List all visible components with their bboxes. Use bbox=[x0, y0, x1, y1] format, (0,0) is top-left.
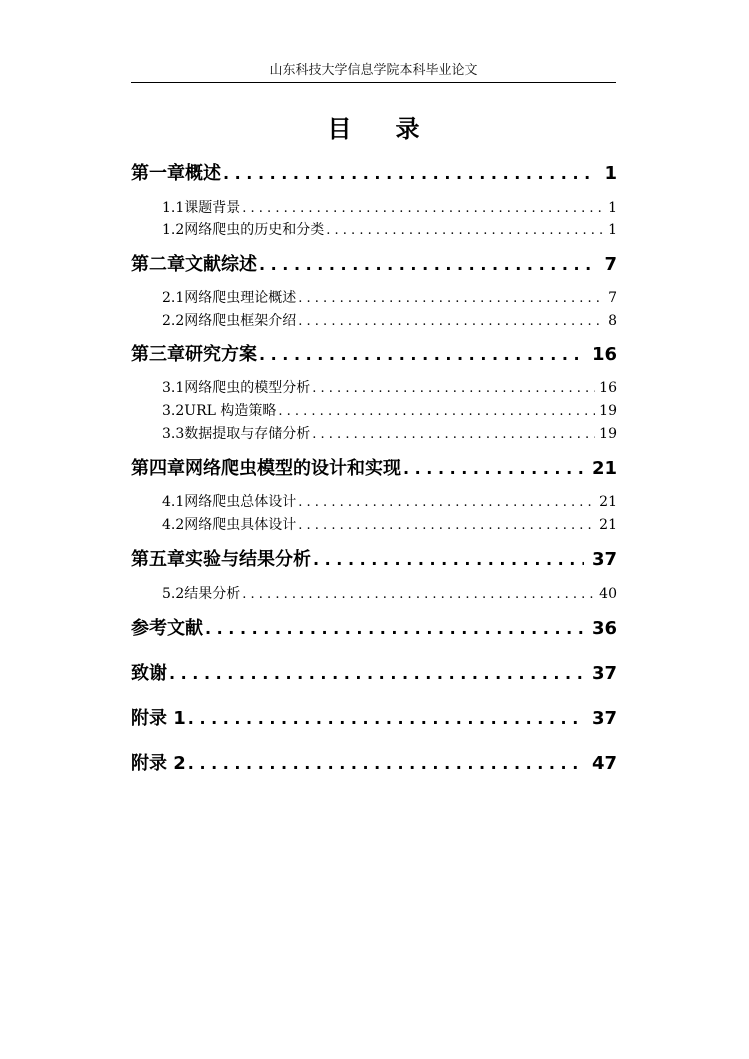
dot-leader bbox=[186, 707, 584, 731]
toc-section-4-1[interactable] bbox=[162, 492, 617, 513]
dot-leader bbox=[310, 379, 595, 399]
section-number: 3.2 bbox=[162, 403, 185, 419]
running-header: 山东科技大学信息学院本科毕业论文 bbox=[269, 63, 478, 78]
toc-title-part2: 录 bbox=[395, 115, 420, 143]
dot-leader bbox=[401, 457, 584, 481]
dot-leader bbox=[276, 402, 595, 422]
chapter-number: 第四章 bbox=[131, 458, 185, 479]
toc-chapter-4[interactable] bbox=[131, 457, 617, 481]
page-number: 36 bbox=[591, 618, 617, 639]
chapter-number: 第三章 bbox=[131, 344, 185, 365]
section-title: 数据提取与存储分析 bbox=[184, 426, 311, 442]
page-number: 1 bbox=[608, 200, 617, 216]
section-number: 2.2 bbox=[162, 313, 185, 329]
chapter-number: 第二章 bbox=[131, 254, 185, 275]
dot-leader bbox=[240, 585, 595, 605]
page-number: 37 bbox=[591, 663, 617, 684]
page-number: 19 bbox=[599, 403, 617, 419]
toc-title-part1: 目 bbox=[327, 115, 352, 143]
dot-leader bbox=[324, 221, 604, 241]
toc-appendix-2[interactable] bbox=[131, 752, 617, 776]
toc-chapter-1[interactable] bbox=[131, 162, 617, 186]
page-number: 8 bbox=[608, 313, 617, 329]
page-number: 16 bbox=[599, 380, 617, 396]
chapter-title: 网络爬虫模型的设计和实现 bbox=[185, 458, 401, 479]
toc-chapter-5[interactable] bbox=[131, 548, 617, 572]
entry-title: 致谢 bbox=[131, 663, 167, 684]
page-number: 7 bbox=[604, 254, 617, 275]
page-number: 16 bbox=[591, 344, 617, 365]
section-number: 3.1 bbox=[162, 380, 185, 396]
dot-leader bbox=[167, 662, 584, 686]
section-number: 1.2 bbox=[162, 222, 185, 238]
section-title: 网络爬虫总体设计 bbox=[184, 494, 297, 510]
section-number: 1.1 bbox=[162, 200, 185, 216]
toc-acknowledgements[interactable] bbox=[131, 662, 617, 686]
chapter-title: 文献综述 bbox=[185, 254, 257, 275]
page-number: 21 bbox=[599, 517, 617, 533]
section-number: 4.2 bbox=[162, 517, 185, 533]
page-number: 47 bbox=[591, 753, 617, 774]
section-title: 网络爬虫的模型分析 bbox=[184, 380, 311, 396]
page-number: 37 bbox=[591, 708, 617, 729]
page-number: 21 bbox=[591, 458, 617, 479]
dot-leader bbox=[203, 617, 584, 641]
page-number: 40 bbox=[599, 586, 617, 602]
dot-leader bbox=[296, 312, 604, 332]
toc-section-3-2[interactable] bbox=[162, 401, 617, 422]
chapter-number: 第五章 bbox=[131, 549, 185, 570]
chapter-title: 研究方案 bbox=[185, 344, 257, 365]
header-rule bbox=[131, 82, 616, 83]
section-number: 2.1 bbox=[162, 290, 185, 306]
dot-leader bbox=[257, 253, 596, 277]
section-number: 3.3 bbox=[162, 426, 185, 442]
entry-title: 附录 1 bbox=[131, 708, 186, 729]
toc-section-1-2[interactable] bbox=[162, 220, 617, 241]
toc-section-2-1[interactable] bbox=[162, 288, 617, 309]
chapter-number: 第一章 bbox=[131, 163, 185, 184]
section-title: URL 构造策略 bbox=[184, 403, 277, 419]
page-number: 19 bbox=[599, 426, 617, 442]
toc-section-1-1[interactable] bbox=[162, 198, 617, 219]
page-number: 1 bbox=[608, 222, 617, 238]
entry-title: 参考文献 bbox=[131, 618, 203, 639]
section-title: 网络爬虫具体设计 bbox=[184, 517, 297, 533]
dot-leader bbox=[296, 493, 595, 513]
page-number: 1 bbox=[604, 163, 617, 184]
toc-section-3-3[interactable] bbox=[162, 424, 617, 445]
dot-leader bbox=[221, 162, 596, 186]
toc-title bbox=[131, 114, 616, 144]
section-title: 网络爬虫框架介绍 bbox=[184, 313, 297, 329]
section-title: 网络爬虫的历史和分类 bbox=[184, 222, 325, 238]
toc-section-2-2[interactable] bbox=[162, 311, 617, 332]
toc-chapter-2[interactable] bbox=[131, 253, 617, 277]
toc-chapter-3[interactable] bbox=[131, 343, 617, 367]
dot-leader bbox=[311, 548, 584, 572]
dot-leader bbox=[296, 516, 595, 536]
page-number: 37 bbox=[591, 549, 617, 570]
toc-references[interactable] bbox=[131, 617, 617, 641]
toc-appendix-1[interactable] bbox=[131, 707, 617, 731]
section-title: 网络爬虫理论概述 bbox=[184, 290, 297, 306]
section-title: 结果分析 bbox=[184, 586, 241, 602]
page-number: 7 bbox=[608, 290, 617, 306]
section-number: 4.1 bbox=[162, 494, 185, 510]
page-number: 21 bbox=[599, 494, 617, 510]
entry-title: 附录 2 bbox=[131, 753, 186, 774]
dot-leader bbox=[296, 289, 604, 309]
toc-section-3-1[interactable] bbox=[162, 378, 617, 399]
dot-leader bbox=[310, 425, 595, 445]
chapter-title: 实验与结果分析 bbox=[185, 549, 311, 570]
dot-leader bbox=[257, 343, 584, 367]
section-number: 5.2 bbox=[162, 586, 185, 602]
toc-section-4-2[interactable] bbox=[162, 515, 617, 536]
toc-section-5-2[interactable] bbox=[162, 584, 617, 605]
dot-leader bbox=[240, 199, 604, 219]
section-title: 课题背景 bbox=[184, 200, 241, 216]
chapter-title: 概述 bbox=[185, 163, 221, 184]
dot-leader bbox=[186, 752, 584, 776]
